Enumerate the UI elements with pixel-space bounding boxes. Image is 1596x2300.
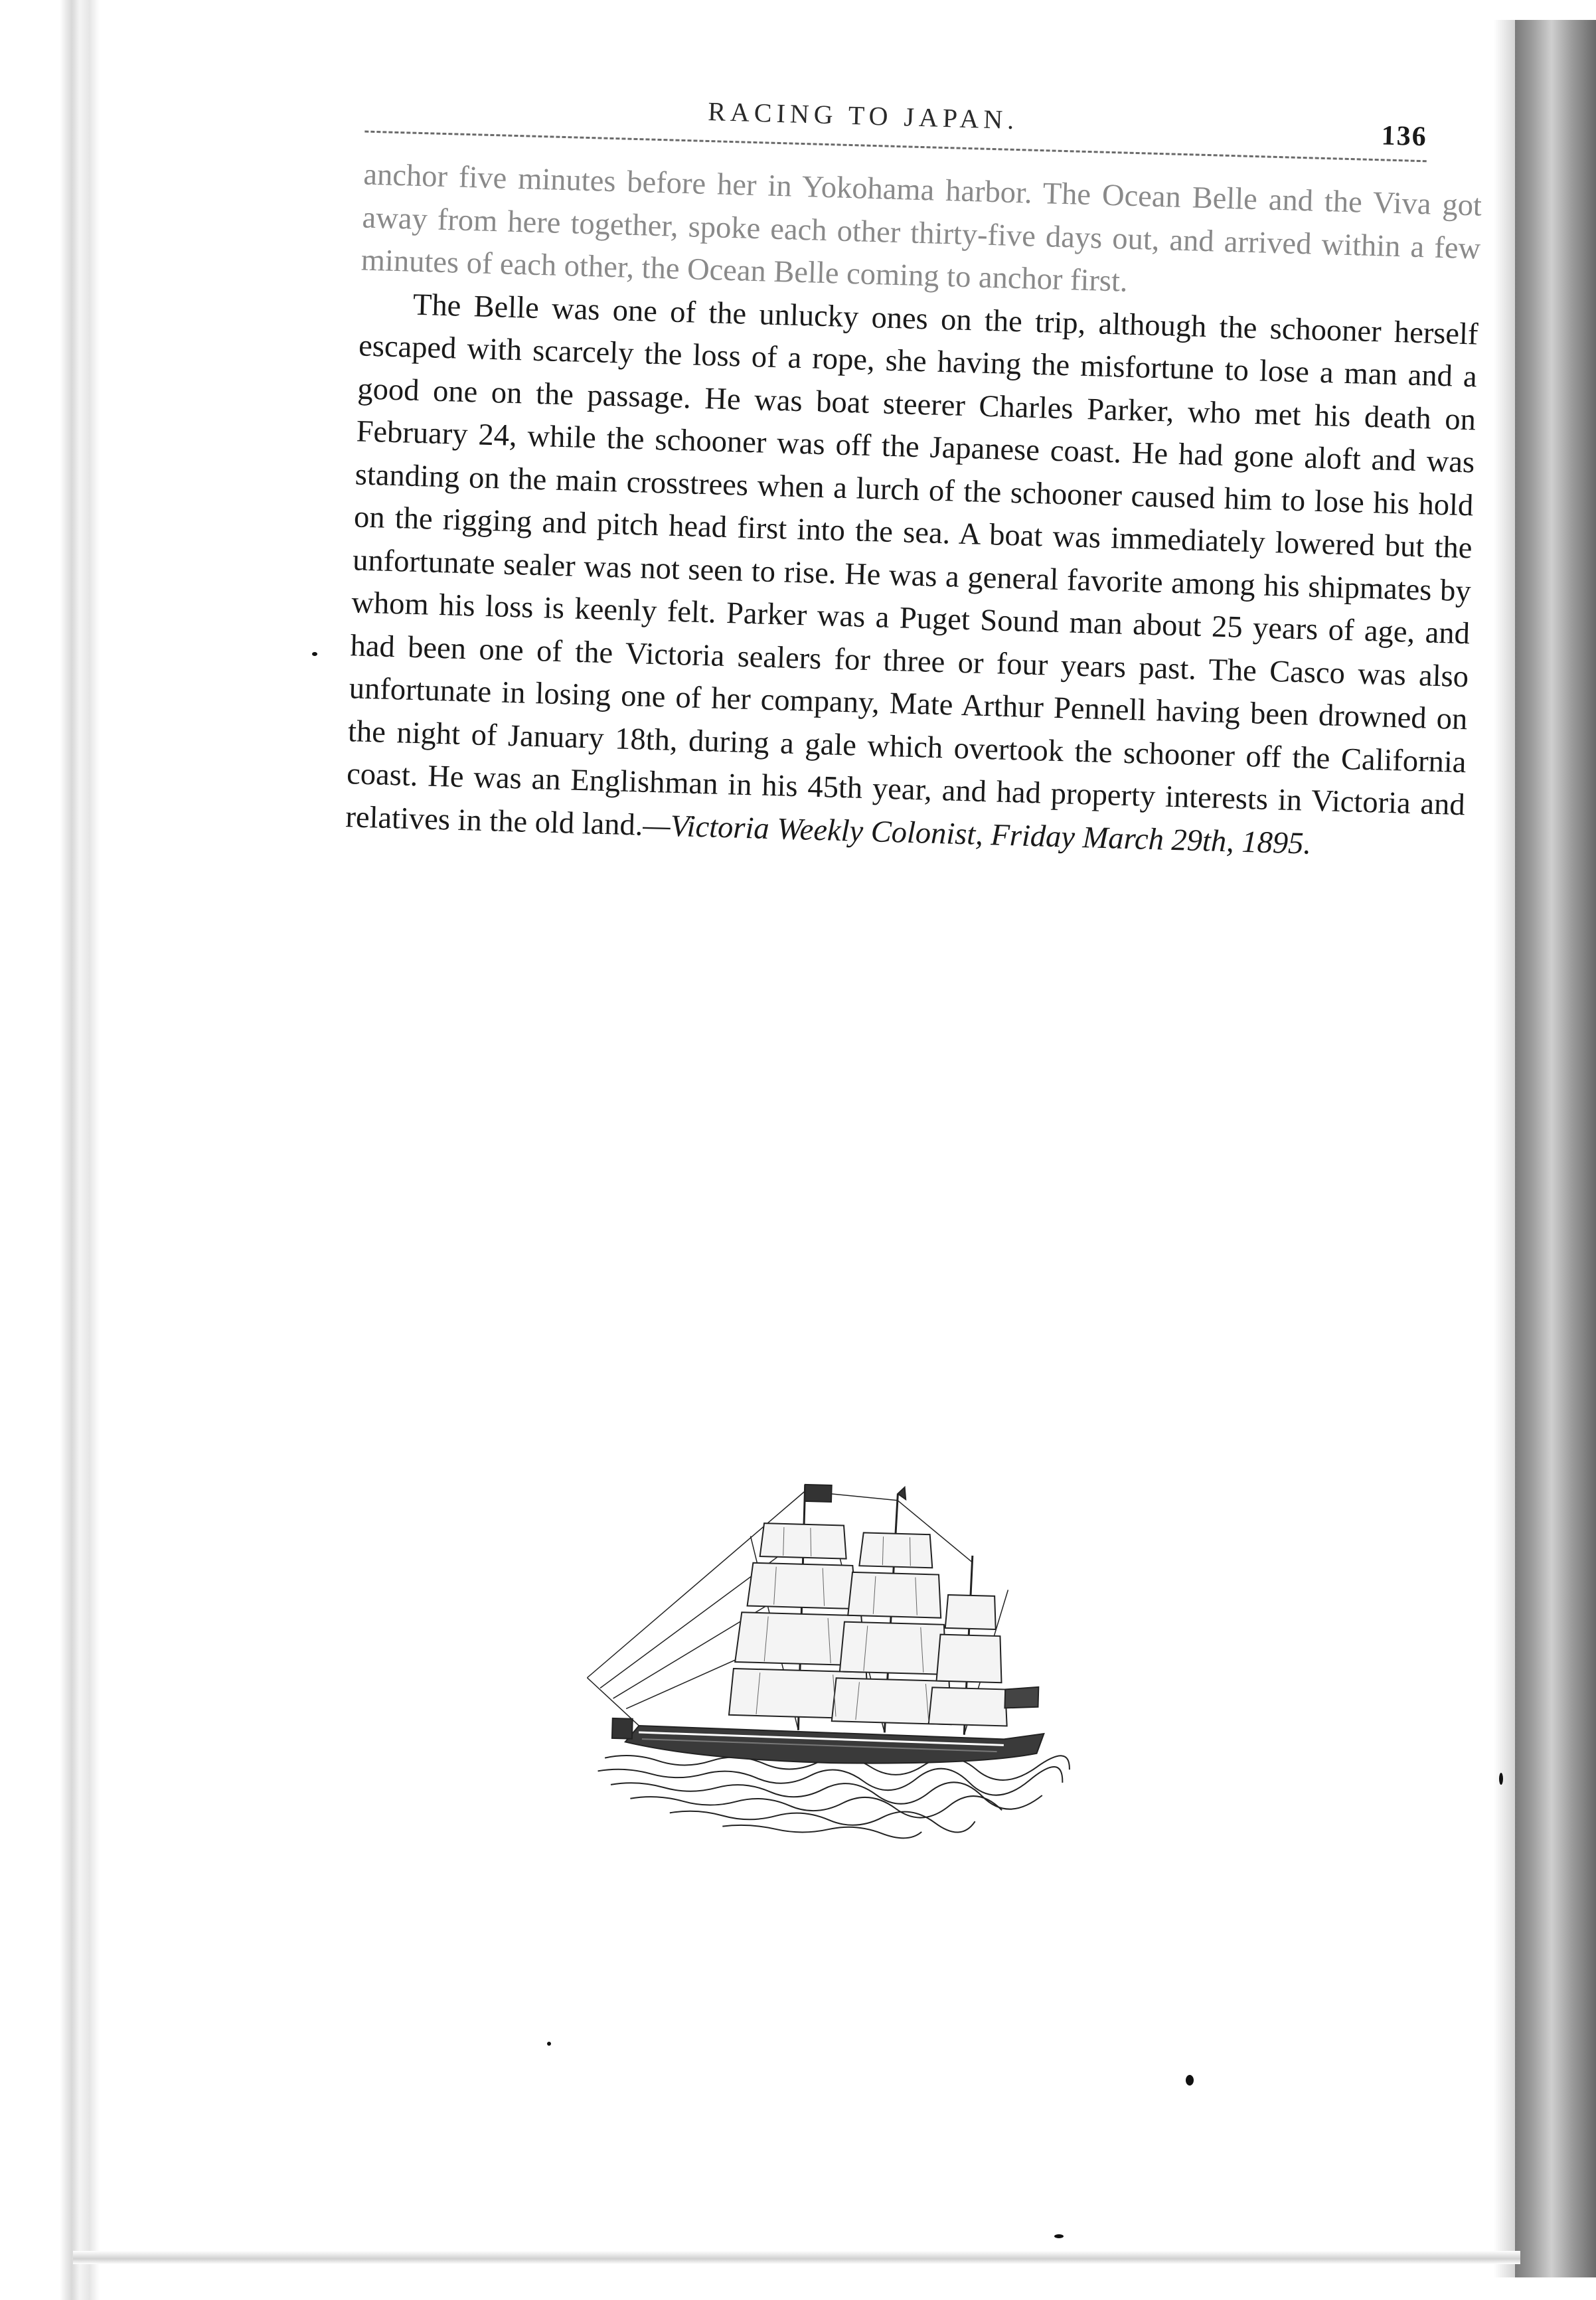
citation: —Victoria Weekly Colonist, Friday March 29th, 1895. <box>642 808 1312 861</box>
scan-speck <box>547 2042 551 2046</box>
ship-sails <box>729 1522 1012 1726</box>
scan-speck <box>1186 2075 1194 2086</box>
scan-speck <box>312 652 317 656</box>
page-number: 136 <box>1381 120 1428 153</box>
paragraph-1-text: anchor five minutes before her in Yokohama harbor. The Ocean Belle and the Viva got away from here together, spoke each other thirty-five days out, and arrived within a few minutes of each other, the Ocean Belle coming to anchor first. <box>360 157 1482 299</box>
scan-right-edge <box>1515 20 1596 2277</box>
ship-hull <box>611 1718 1044 1769</box>
scan-speck <box>1499 1773 1503 1785</box>
paragraph-2 <box>345 282 1479 870</box>
scan-speck <box>1054 2234 1064 2238</box>
ship-illustration <box>576 1459 1091 1845</box>
book-page <box>54 0 1517 2270</box>
body-text <box>345 154 1482 870</box>
running-title: RACING TO JAPAN. <box>707 96 1019 135</box>
running-head <box>364 86 1427 163</box>
sailing-ship-icon <box>576 1459 1091 1845</box>
paragraph-2-text: The Belle was one of the unlucky ones on the trip, although the schooner herself escaped with scarcely the loss of a rope, she having the misfortune to lose a man and a good one on the passage. He was boat steerer Charles Parker, who met his death on February 24, while the schooner was off the Japanese coast. He had gone aloft and was standing on the main crosstrees when a lurch of the schooner caused him to lose his hold on the rigging and pitch head first into the sea. A boat was immediately lowered but the unfortunate sealer was not seen to rise. He was a general favorite among his shipmates by whom his loss is keenly felt. Parker was a Puget Sound man about 25 years of age, and had been one of the Victoria sealers for three or four years past. The Casco was also unfortunate in losing one of her company, Mate Arthur Pennell having been drowned on the night of January 18th, during a gale which overtook the schooner off the California coast. He was an Englishman in his 45th year, and had property interests in Victoria and relatives in the old land. <box>345 288 1479 843</box>
